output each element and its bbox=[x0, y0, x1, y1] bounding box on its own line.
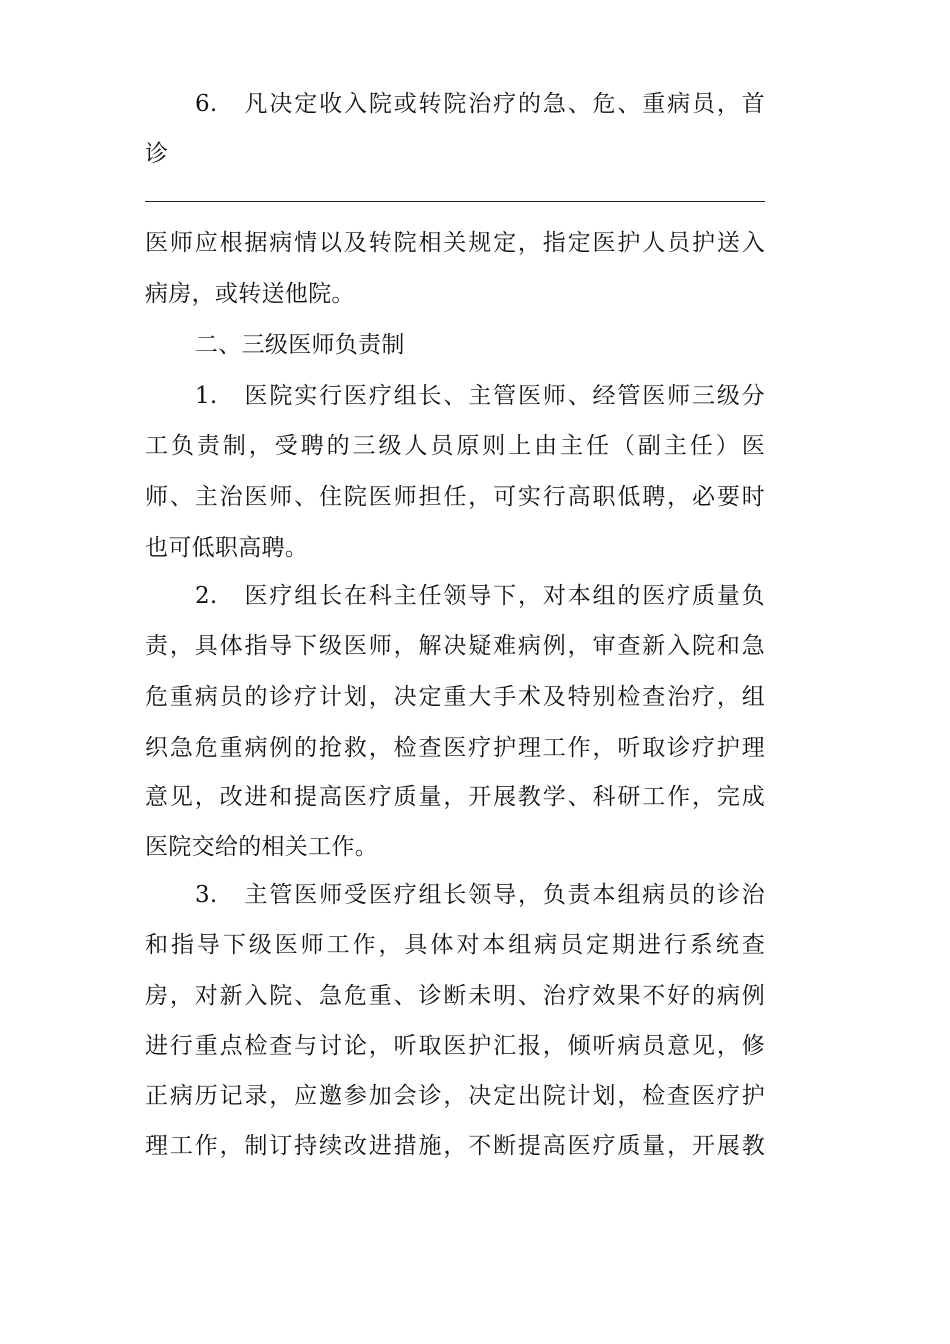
item2-line-3: 危重病员的诊疗计划，决定重大手术及特别检查治疗，组 bbox=[145, 684, 765, 710]
item2-line-6: 医院交给的相关工作。 bbox=[145, 834, 378, 860]
item2-line-1 bbox=[195, 581, 765, 611]
item1-line-2: 工负责制，受聘的三级人员原则上由主任（副主任）医 bbox=[145, 433, 765, 459]
item2-number: 2. bbox=[195, 583, 218, 609]
item2-line-4: 织急危重病例的抢救，检查医疗护理工作，听取诊疗护理 bbox=[145, 735, 765, 761]
item1-number: 1. bbox=[195, 383, 218, 409]
item2-line-2: 责，具体指导下级医师，解决疑难病例，审查新入院和急 bbox=[145, 633, 765, 659]
item3-line-3: 房，对新入院、急危重、诊断未明、治疗效果不好的病例 bbox=[145, 983, 765, 1009]
item6-number: 6. bbox=[195, 91, 218, 117]
item3-line-1 bbox=[195, 880, 765, 910]
item2-text-1: 医疗组长在科主任领导下，对本组的医疗质量负 bbox=[243, 583, 765, 609]
item6-line-2: 诊 bbox=[145, 141, 169, 167]
item3-line-6: 理工作，制订持续改进措施，不断提高医疗质量，开展教 bbox=[145, 1133, 765, 1159]
item6-line-4: 病房，或转送他院。 bbox=[145, 281, 355, 307]
item3-text-1: 主管医师受医疗组长领导，负责本组病员的诊治 bbox=[243, 882, 765, 908]
page-divider bbox=[145, 201, 765, 202]
item1-line-3: 师、主治医师、住院医师担任，可实行高职低聘，必要时 bbox=[145, 484, 765, 510]
item3-line-2: 和指导下级医师工作，具体对本组病员定期进行系统查 bbox=[145, 932, 765, 958]
item6-text-1: 凡决定收入院或转院治疗的急、危、重病员，首 bbox=[243, 91, 765, 117]
item3-number: 3. bbox=[195, 882, 218, 908]
item3-line-4: 进行重点检查与讨论，听取医护汇报，倾听病员意见，修 bbox=[145, 1033, 765, 1059]
item1-line-4: 也可低职高聘。 bbox=[145, 535, 309, 561]
item6-line-1 bbox=[195, 89, 765, 119]
section-heading: 二、三级医师负责制 bbox=[195, 332, 405, 358]
item3-line-5: 正病历记录，应邀参加会诊，决定出院计划，检查医疗护 bbox=[145, 1083, 765, 1109]
item2-line-5: 意见，改进和提高医疗质量，开展教学、科研工作，完成 bbox=[145, 784, 765, 810]
item1-text-1: 医院实行医疗组长、主管医师、经管医师三级分 bbox=[243, 383, 765, 409]
item1-line-1 bbox=[195, 381, 765, 411]
item6-line-3: 医师应根据病情以及转院相关规定，指定医护人员护送入 bbox=[145, 230, 765, 256]
